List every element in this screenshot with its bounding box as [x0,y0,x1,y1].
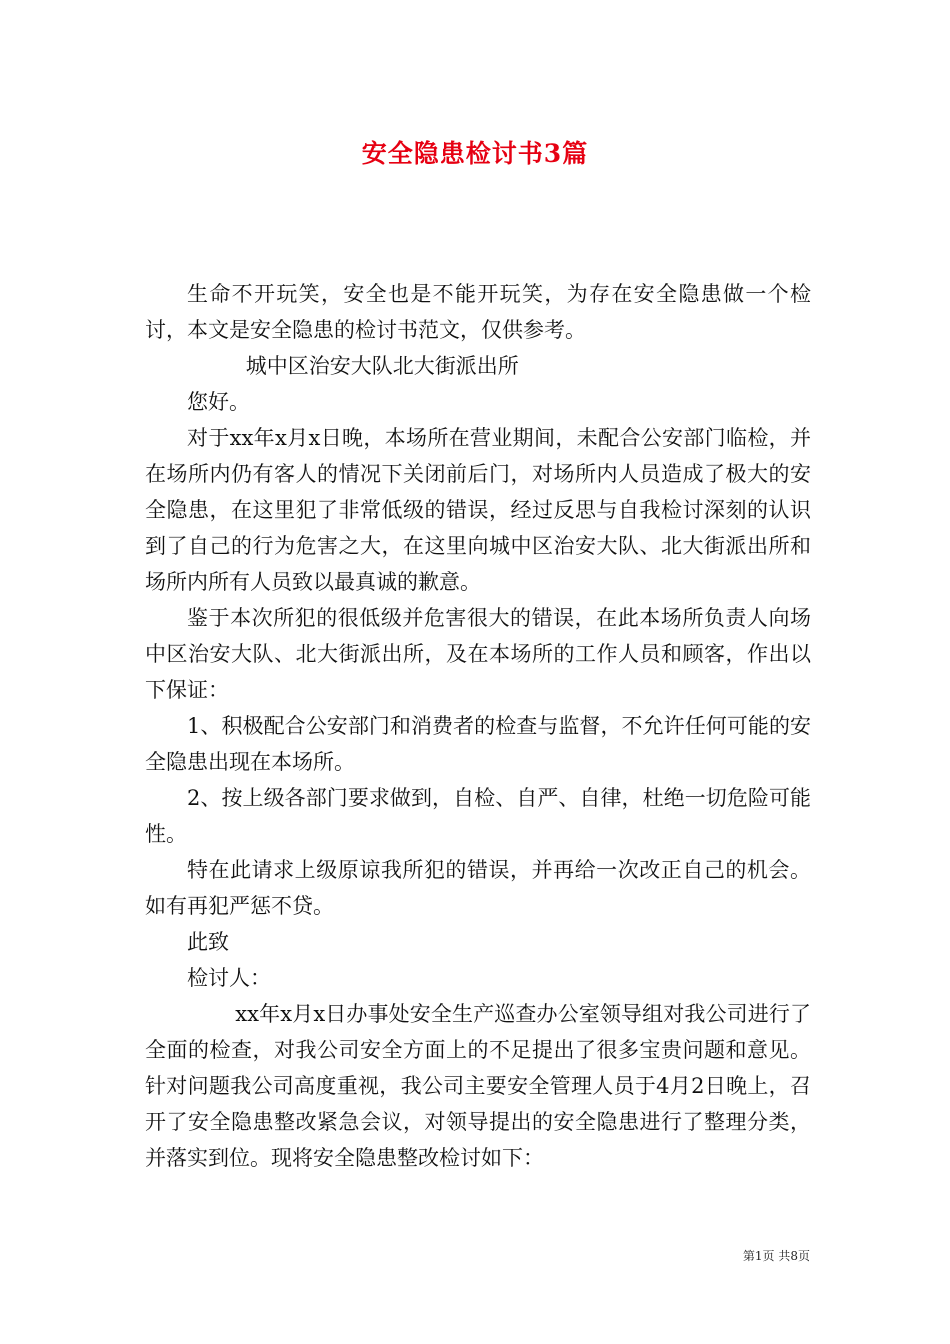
guarantee-item-2: 2、按上级各部门要求做到，自检、自严、自律，杜绝一切危险可能性。 [145,786,811,846]
document-title: 安全隐患检讨书3篇 [361,139,589,168]
guarantee-item-1: 1、积极配合公安部门和消费者的检查与监督，不允许任何可能的安全隐患出现在本场所。 [145,714,811,774]
guarantee-intro-paragraph: 鉴于本次所犯的很低级并危害很大的错误，在此本场所负责人向场中区治安大队、北大街派出所，及在本场所的工作人员和顾客，作出以下保证： [145,606,811,702]
addressee-line: 城中区治安大队北大街派出所 [245,354,519,378]
request-paragraph: 特在此请求上级原谅我所犯的错误，并再给一次改正自己的机会。如有再犯严惩不贷。 [145,858,811,918]
second-letter-paragraph: xx年x月x日办事处安全生产巡查办公室领导组对我公司进行了全面的检查，对我公司安全方面上的不足提出了很多宝贵问题和意见。针对问题我公司高度重视，我公司主要安全管理人员于4月2日晚上，召开了安全隐患整改紧急会议，对领导提出的安全隐患进行了整理分类，并落实到位。现将安全隐患整改检讨如下： [145,1002,811,1170]
closing-line: 此致 [187,930,229,954]
intro-paragraph: 生命不开玩笑，安全也是不能开玩笑，为存在安全隐患做一个检讨，本文是安全隐患的检讨书范文，仅供参考。 [145,282,811,342]
page-number: 第1页 共8页 [742,1249,810,1263]
signature-line: 检讨人： [187,966,271,990]
incident-paragraph: 对于xx年x月x日晚，本场所在营业期间，未配合公安部门临检，并在场所内仍有客人的情况下关闭前后门，对场所内人员造成了极大的安全隐患，在这里犯了非常低级的错误，经过反思与自我检讨深刻的认识到了自己的行为危害之大，在这里向城中区治安大队、北大街派出所和场所内所有人员致以最真诚的歉意。 [145,426,811,594]
document-body [145,276,811,1176]
greeting-line: 您好。 [187,390,250,414]
